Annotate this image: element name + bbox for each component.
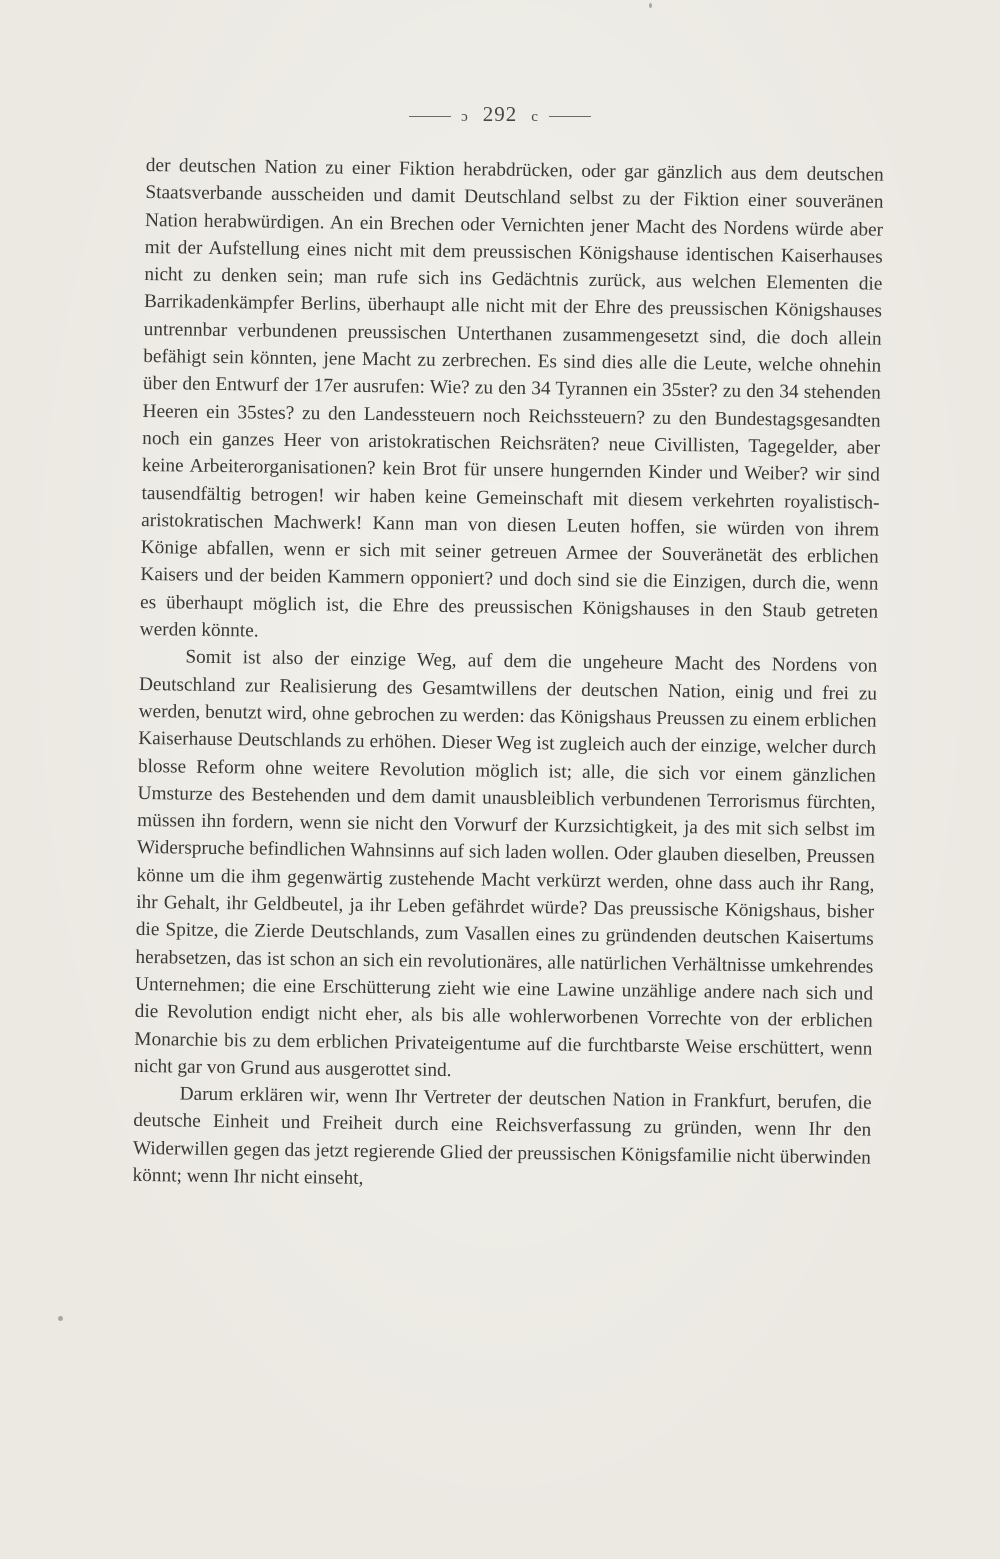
page-number: 292 <box>482 102 518 126</box>
paper-speck <box>58 1316 63 1321</box>
paragraph-3: Darum erklären wir, wenn Ihr Vertreter der deutschen Nation in Frankfurt, berufen, die deutsche Einheit und Freiheit durch eine Reichsverfassung zu gründen, wenn Ihr den Widerwillen gegen das jetzt regierende Glied der preussischen Königsfamilie nicht überwinden könnt; wenn Ihr nicht einseht, <box>132 1083 872 1189</box>
paragraph-1: der deutschen Nation zu einer Fiktion herabdrücken, oder gar gänzlich aus dem deutschen Staatsverbande ausscheiden und damit Deutschland selbst zu der Fiktion einer souveränen Nation herabwürdigen. An ein Brechen oder Vernichten jener Macht des Nordens würde aber mit der Aufstellung eines nicht mit dem preussischen Königshause identischen Kaiserhauses nicht zu denken sein; man rufe sich ins Gedächtnis zurück, aus welchen Elementen die Barrikadenkämpfer Berlins, überhaupt alle nicht mit der Ehre des preussischen Königshauses untrennbar verbundenen preussischen Unterthanen zusammengesetzt sind, die doch allein befähigt sein könnten, jene Macht zu zerbrechen. Es sind dies alle die Leute, welche ohnehin über den Entwurf der 17er ausrufen: Wie? zu den 34 Tyrannen ein 35ster? zu den 34 stehenden Heeren ein 35stes? zu den Landessteuern noch Reichssteuern? zu den Bundestagsgesandten noch ein ganzes Heer von aristokratischen Reichsräten? neue Civillisten, Tagegelder, aber keine Arbeiterorganisationen? kein Brot für unsere hungernden Kinder und Weiber? wir sind tausendfältig betrogen! wir haben keine Gemeinschaft mit diesem verkehrten royalistisch-aristokratischen Machwerk! Kann man von diesen Leuten hoffen, sie würden von ihrem Könige abfallen, wenn er sich mit seiner getreuen Armee der Souveränetät des erblichen Kaisers und der beiden Kammern opponiert? und doch sind sie die Einzigen, durch die, wenn es überhaupt möglich ist, die Ehre des preussischen Königshauses in den Staub getreten werden könnte. <box>139 154 884 642</box>
paragraph-2: Somit ist also der einzige Weg, auf dem die ungeheure Macht des Nordens von Deutschland zur Realisierung des Gesamtwillens der deutschen Nation, einig und frei zu werden, benutzt wird, ohne gebrochen zu werden: das Königshaus Preussen zu einem erblichen Kaiserhause Deutschlands zu erhöhen. Dieser Weg ist zugleich auch der einzige, welcher durch blosse Reform ohne weitere Revolution möglich ist; alle, die sich vor einem gänzlichen Umsturze des Bestehenden und dem damit unausbleiblich verbundenen Terrorismus fürchten, müssen ihn fordern, wenn sie nicht den Vorwurf der Kurzsichtigkeit, ja des mit sich selbst im Widerspruche befindlichen Wahnsinns auf sich laden wollen. Oder glauben dieselben, Preussen könne um die ihm gegenwärtig zustehende Macht verkürzt werden, ohne dass auch ihr Rang, ihr Gehalt, ihr Geldbeutel, ja ihr Leben gefährdet würde? Das preussische Königshaus, bisher die Spitze, die Zierde Deutschlands, zum Vasallen eines zu gründenden deutschen Kaisertums herabsetzen, das ist schon an sich ein revolutionäres, alle natürlichen Verhältnisse umkehrendes Unternehmen; die eine Erschütterung zieht wie eine Lawine unzählige andere nach sich und die Revolution endigt nicht eher, als bis alle wohlerworbenen Vorrechte von der erblichen Monarchie bis zu dem erblichen Privateigentume auf die furchtbarste Weise erschüttert, wenn nicht gar von Grund aus ausgerottet sind. <box>133 646 878 1081</box>
body-text <box>132 152 884 1199</box>
header-right-ornament: c <box>531 109 539 125</box>
paper-speck <box>649 3 652 8</box>
header-left-rule <box>409 116 451 117</box>
page-header <box>0 102 1000 127</box>
header-left-ornament: ɔ <box>461 109 469 125</box>
header-right-rule <box>549 116 591 117</box>
